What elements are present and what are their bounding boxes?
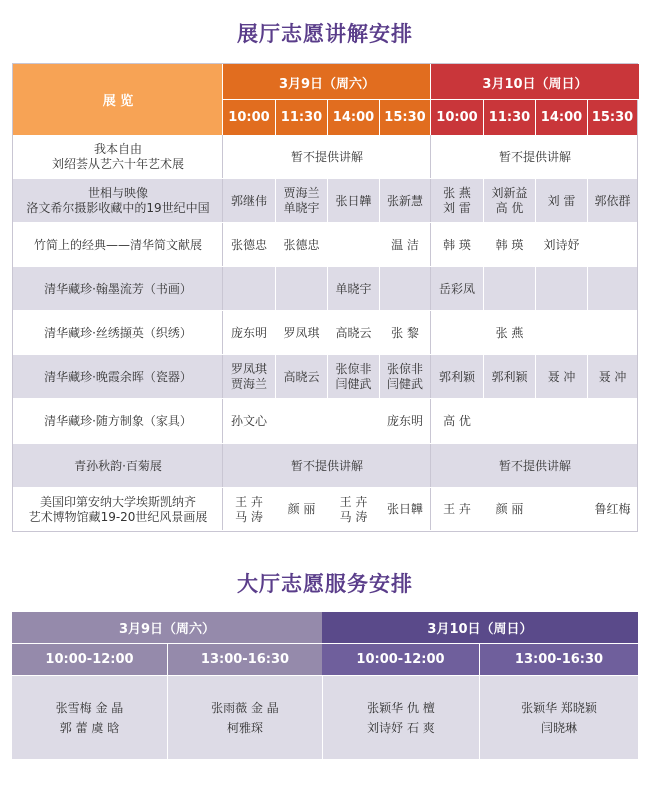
grid-line <box>483 399 484 444</box>
volunteer-cell: 高 优 <box>443 414 471 428</box>
time-slot-header: 14:00 <box>328 100 379 135</box>
volunteer-cell <box>484 399 535 444</box>
grid-line <box>327 399 328 444</box>
time-slot-header: 15:30 <box>380 100 430 135</box>
grid-line <box>275 311 276 355</box>
volunteer-cell <box>588 267 637 311</box>
grid-line <box>587 488 588 531</box>
grid-line <box>483 311 484 355</box>
service-day2-header: 3月10日（周日） <box>322 612 638 643</box>
grid-line <box>483 267 484 311</box>
volunteer-cell <box>536 267 587 311</box>
grid-line <box>222 399 223 444</box>
grid-line <box>222 311 223 355</box>
no-tour-notice: 暂不提供讲解 <box>498 458 571 473</box>
exhibition-name: 清华藏珍·随方制象（家具） <box>44 414 192 428</box>
grid-line <box>483 100 484 135</box>
volunteer-cell <box>328 399 379 444</box>
grid-line <box>483 223 484 267</box>
grid-line <box>430 267 431 311</box>
grid-line <box>275 355 276 399</box>
volunteer-cell: 颜 丽 <box>287 502 316 516</box>
volunteer-cell <box>588 399 637 444</box>
no-tour-notice: 暂不提供讲解 <box>498 149 571 164</box>
grid-line <box>535 488 536 531</box>
exhibition-name: 美国印第安纳大学埃斯凯纳齐 艺术博物馆藏19-20世纪风景画展 <box>28 494 208 524</box>
grid-line <box>379 488 380 531</box>
volunteer-cell: 高晓云 <box>335 325 372 340</box>
volunteer-cell: 温 洁 <box>391 237 419 252</box>
grid-line <box>275 100 276 135</box>
grid-line <box>430 355 431 399</box>
grid-line <box>379 179 380 223</box>
volunteer-cell: 王 卉 <box>443 502 471 516</box>
grid-line <box>379 100 380 135</box>
grid-line <box>587 399 588 444</box>
volunteer-cell <box>536 399 587 444</box>
volunteer-cell: 张 燕 刘 雷 <box>443 186 471 215</box>
volunteer-cell: 张德忠 <box>283 237 320 252</box>
grid-line <box>275 267 276 311</box>
grid-line <box>587 223 588 267</box>
service-volunteers <box>12 676 167 759</box>
volunteer-cell: 庞东明 <box>386 414 423 428</box>
grid-line <box>430 444 431 488</box>
volunteer-cell <box>588 223 637 267</box>
volunteer-cell: 张日韡 <box>335 193 372 208</box>
grid-line <box>222 488 223 531</box>
volunteer-cell: 孙文心 <box>230 414 267 428</box>
grid-line <box>587 100 588 135</box>
grid-line <box>535 399 536 444</box>
time-slot-header: 11:30 <box>276 100 327 135</box>
volunteer-cell <box>536 311 587 355</box>
grid-line <box>327 267 328 311</box>
grid-line <box>379 311 380 355</box>
volunteer-cell: 鲁红梅 <box>594 502 631 516</box>
grid-line <box>483 355 484 399</box>
day1-header: 3月9日（周六） <box>223 64 431 100</box>
volunteer-cell <box>588 311 637 355</box>
volunteer-cell: 罗凤琪 <box>283 325 320 340</box>
volunteer-cell <box>484 267 535 311</box>
tour-schedule-title: 展厅志愿讲解安排 <box>237 22 413 46</box>
volunteer-cell: 岳彩凤 <box>438 281 475 296</box>
volunteer-cell: 张倞非 闫健武 <box>386 362 423 391</box>
grid-line <box>535 267 536 311</box>
volunteer-cell: 聂 冲 <box>598 369 627 384</box>
grid-line <box>535 311 536 355</box>
grid-line <box>222 267 223 311</box>
volunteer-cell: 张德忠 <box>230 237 267 252</box>
grid-line <box>275 488 276 531</box>
volunteer-cell: 刘诗妤 <box>543 237 580 252</box>
volunteer-names: 张雪梅 金 晶 郭 蕾 虞 晗 <box>55 700 124 735</box>
service-time-slot: 13:00-16:30 <box>480 644 638 675</box>
grid-line <box>587 179 588 223</box>
grid-line <box>535 179 536 223</box>
grid-line <box>379 355 380 399</box>
grid-line <box>275 399 276 444</box>
grid-line <box>587 355 588 399</box>
grid-line <box>327 223 328 267</box>
volunteer-cell: 聂 冲 <box>547 369 576 384</box>
exhibition-name: 世相与映像 洛文希尔摄影收藏中的19世纪中国 <box>26 186 210 215</box>
time-slot-header: 10:00 <box>431 100 483 135</box>
volunteer-cell <box>380 267 430 311</box>
volunteer-cell: 郭依群 <box>594 193 631 208</box>
exhibition-name: 竹简上的经典——清华简文献展 <box>33 237 202 252</box>
grid-line <box>327 355 328 399</box>
grid-line <box>275 223 276 267</box>
no-tour-notice: 暂不提供讲解 <box>290 149 363 164</box>
service-schedule-title: 大厅志愿服务安排 <box>237 572 413 596</box>
grid-line <box>222 355 223 399</box>
service-time-slot: 10:00-12:00 <box>322 644 479 675</box>
row-divider <box>13 530 637 531</box>
no-tour-notice: 暂不提供讲解 <box>290 458 363 473</box>
volunteer-cell: 颜 丽 <box>495 502 524 516</box>
volunteer-cell: 庞东明 <box>230 325 267 340</box>
tour-schedule-table <box>12 63 638 532</box>
grid-line <box>430 311 431 355</box>
service-schedule-table <box>12 612 638 759</box>
volunteer-names: 张颖华 仇 檀 刘诗妤 石 爽 <box>367 700 435 735</box>
grid-line <box>222 179 223 223</box>
volunteer-cell <box>328 223 379 267</box>
grid-line <box>327 311 328 355</box>
grid-line <box>430 488 431 531</box>
volunteer-cell: 郭利颖 <box>491 369 528 384</box>
volunteer-cell: 贾海兰 单晓宇 <box>283 186 320 215</box>
volunteer-cell: 韩 瑛 <box>443 237 471 252</box>
time-slot-header: 14:00 <box>536 100 587 135</box>
volunteer-cell: 单晓宇 <box>335 281 372 296</box>
volunteer-names: 张颖华 郑晓颖 闫晓琳 <box>521 700 597 735</box>
exhibition-name: 青孙秋韵·百菊展 <box>74 458 162 473</box>
grid-line <box>222 444 223 488</box>
exhibition-name: 清华藏珍·晚霞余晖（瓷器） <box>44 369 192 384</box>
volunteer-cell: 张日韡 <box>386 502 423 516</box>
service-volunteers <box>168 676 322 759</box>
grid-line <box>379 399 380 444</box>
grid-line <box>535 355 536 399</box>
grid-line <box>587 267 588 311</box>
volunteer-cell: 罗凤琪 贾海兰 <box>230 362 267 391</box>
volunteer-cell: 高晓云 <box>283 369 320 384</box>
service-volunteers <box>323 676 479 759</box>
volunteer-cell: 刘新益 高 优 <box>491 186 528 215</box>
volunteer-cell: 张 燕 <box>495 325 524 340</box>
time-slot-header: 15:30 <box>588 100 637 135</box>
grid-line <box>535 100 536 135</box>
grid-line <box>483 488 484 531</box>
grid-line <box>379 223 380 267</box>
grid-line <box>275 179 276 223</box>
service-time-slot: 10:00-12:00 <box>12 644 167 675</box>
volunteer-cell: 张 黎 <box>391 325 419 340</box>
grid-line <box>430 223 431 267</box>
grid-line <box>587 311 588 355</box>
service-day1-header: 3月9日（周六） <box>12 612 322 643</box>
volunteer-cell: 王 卉 马 涛 <box>235 494 263 524</box>
volunteer-cell: 张倞非 闫健武 <box>335 362 372 391</box>
grid-line <box>327 179 328 223</box>
grid-line <box>430 399 431 444</box>
volunteer-cell: 郭继伟 <box>230 193 267 208</box>
volunteer-cell: 王 卉 马 涛 <box>339 494 368 524</box>
grid-line <box>379 267 380 311</box>
grid-line <box>222 135 223 179</box>
volunteer-cell <box>276 399 327 444</box>
grid-line <box>430 135 431 179</box>
volunteer-cell: 张新慧 <box>386 193 423 208</box>
exhibition-name: 清华藏珍·翰墨流芳（书画） <box>44 281 192 296</box>
exhibition-column-header: 展 览 <box>13 64 223 135</box>
volunteer-cell: 韩 瑛 <box>495 237 524 252</box>
exhibition-name: 我本自由 刘绍荟从艺六十年艺术展 <box>51 142 184 171</box>
grid-line <box>222 223 223 267</box>
volunteer-cell <box>431 311 483 355</box>
volunteer-cell <box>223 267 275 311</box>
grid-line <box>327 100 328 135</box>
row-divider <box>223 99 639 100</box>
volunteer-names: 张雨薇 金 晶 柯雅琛 <box>211 700 279 735</box>
volunteer-cell: 郭利颖 <box>438 369 475 384</box>
grid-line <box>430 179 431 223</box>
grid-line <box>483 179 484 223</box>
service-time-slot: 13:00-16:30 <box>168 644 322 675</box>
volunteer-cell <box>536 488 587 531</box>
grid-line <box>535 223 536 267</box>
volunteer-cell: 刘 雷 <box>547 193 576 208</box>
grid-line <box>327 488 328 531</box>
time-slot-header: 11:30 <box>484 100 535 135</box>
exhibition-name: 清华藏珍·丝绣撷英（织绣） <box>44 325 192 340</box>
volunteer-cell <box>276 267 327 311</box>
day2-header: 3月10日（周日） <box>431 64 639 100</box>
time-slot-header: 10:00 <box>223 100 275 135</box>
service-volunteers <box>480 676 638 759</box>
